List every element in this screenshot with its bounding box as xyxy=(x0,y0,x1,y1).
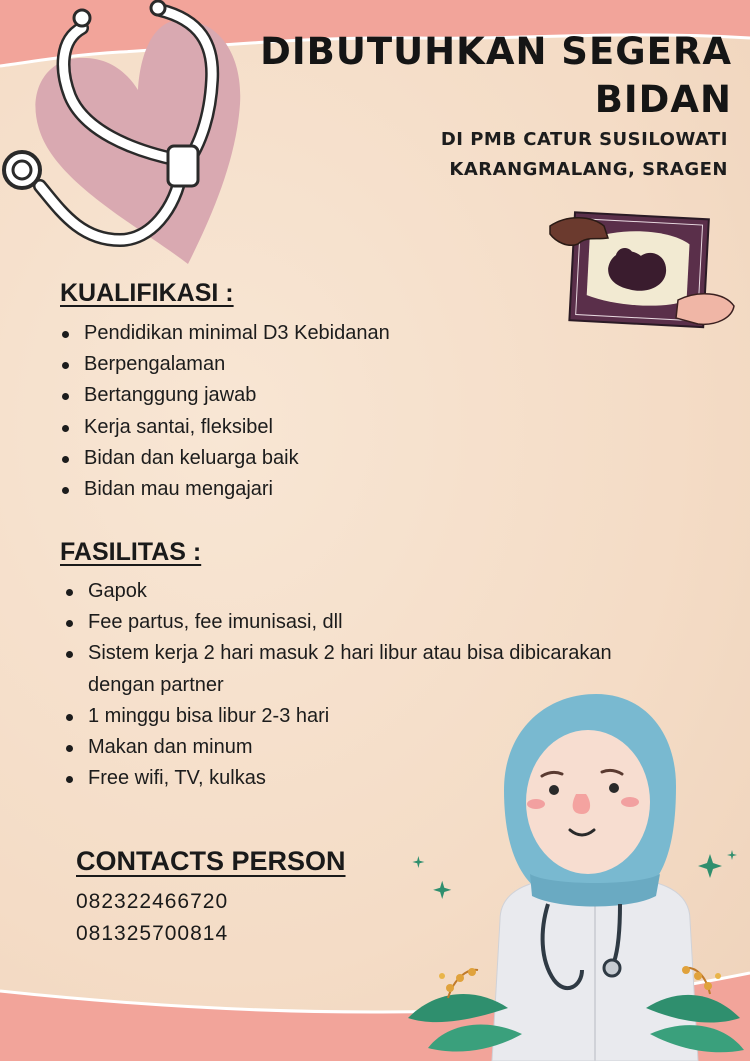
list-item-continuation: dengan partner xyxy=(88,673,224,696)
contacts-heading: CONTACTS PERSON xyxy=(76,846,346,876)
list-item: Berpengalaman xyxy=(58,349,390,380)
list-item: 1 minggu bisa libur 2-3 hari xyxy=(62,701,612,732)
list-item: Bidan mau mengajari xyxy=(58,474,390,505)
list-item: Free wifi, TV, kulkas xyxy=(62,763,612,794)
poster-headline xyxy=(260,28,732,124)
ultrasound-photo-icon xyxy=(548,208,738,336)
fasilitas-heading: FASILITAS : xyxy=(60,538,202,566)
headline-line-1: DIBUTUHKAN SEGERA xyxy=(260,30,732,73)
leaf-icon xyxy=(640,958,750,1061)
leaf-icon xyxy=(398,958,538,1061)
list-item: Fee partus, fee imunisasi, dll xyxy=(62,607,612,638)
stethoscope-icon xyxy=(0,0,240,270)
kualifikasi-list xyxy=(58,318,390,505)
phone-number-2: 081325700814 xyxy=(76,922,229,945)
list-item: Bertanggung jawab xyxy=(58,380,390,411)
location-text xyxy=(441,125,728,185)
location-line-1: DI PMB CATUR SUSILOWATI xyxy=(440,129,728,150)
list-item: Gapok xyxy=(62,576,612,607)
list-item: Sistem kerja 2 hari masuk 2 hari libur atau bisa dibicarakan xyxy=(62,638,612,669)
list-item: Kerja santai, fleksibel xyxy=(58,412,390,443)
kualifikasi-heading: KUALIFIKASI : xyxy=(60,279,234,307)
phone-number-1: 082322466720 xyxy=(76,890,229,913)
list-item: Bidan dan keluarga baik xyxy=(58,443,390,474)
list-item: Pendidikan minimal D3 Kebidanan xyxy=(58,318,390,349)
location-line-2: KARANGMALANG, SRAGEN xyxy=(449,159,728,180)
headline-line-2: BIDAN xyxy=(594,78,732,121)
list-item: Makan dan minum xyxy=(62,732,612,763)
